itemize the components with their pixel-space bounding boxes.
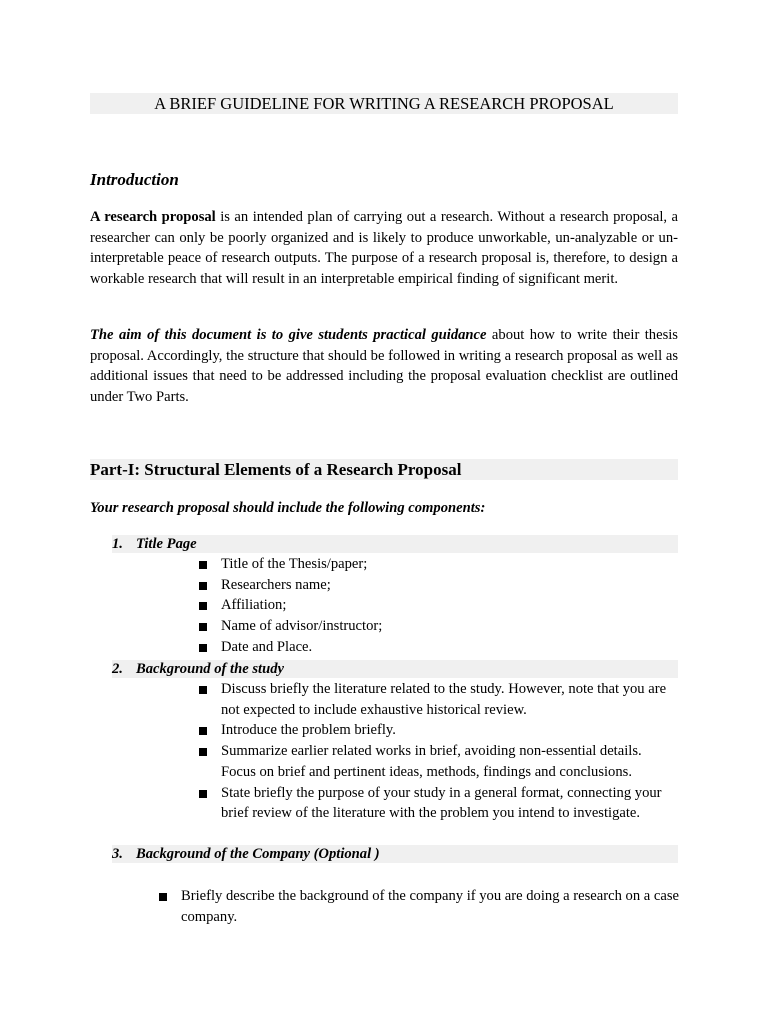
square-bullet-icon — [199, 602, 207, 610]
section-title: Background of the study — [136, 661, 284, 677]
list-item: Introduce the problem briefly. — [199, 720, 679, 741]
list-item: Discuss briefly the literature related to the study. However, note that you are not expected to include exhaustive historical review. — [199, 679, 679, 720]
square-bullet-icon — [159, 893, 167, 901]
list-item: Affiliation; — [199, 595, 679, 616]
part-1-heading: Part-I: Structural Elements of a Research Proposal — [90, 459, 678, 480]
paragraph-2-text: about how to write their thesis proposal. Accordingly, the structure that should be followed in writing a research proposal as well as additional issues that need to be addressed including the proposal evaluation checklist are outlined under Two Parts. — [90, 327, 678, 405]
components-lead: Your research proposal should include the following components: — [90, 500, 486, 516]
list-item: Title of the Thesis/paper; — [199, 554, 679, 575]
square-bullet-icon — [199, 748, 207, 756]
section-number: 3. — [112, 846, 123, 862]
square-bullet-icon — [199, 623, 207, 631]
section-number: 2. — [112, 661, 123, 677]
document-title: A BRIEF GUIDELINE FOR WRITING A RESEARCH PROPOSAL — [90, 93, 678, 114]
list-item: State briefly the purpose of your study in a general format, connecting your brief review of the literature with the problem you intend to investigate. — [199, 783, 679, 824]
introduction-heading: Introduction — [90, 170, 179, 189]
section-title: Title Page — [136, 536, 197, 552]
square-bullet-icon — [199, 582, 207, 590]
square-bullet-icon — [199, 644, 207, 652]
list-item: Date and Place. — [199, 637, 679, 658]
square-bullet-icon — [199, 727, 207, 735]
section-title-page — [112, 535, 678, 553]
title-page-bullet-list — [199, 554, 679, 658]
introduction-paragraph-2 — [90, 325, 678, 407]
list-item: Name of advisor/instructor; — [199, 616, 679, 637]
square-bullet-icon — [199, 790, 207, 798]
paragraph-1-text: is an intended plan of carrying out a research. Without a research proposal, a researcher can only be poorly organized and is likely to produce unworkable, un-analyzable or un-interpretable peace of research outputs. The purpose of a research proposal is, therefore, to design a workable research that will result in an interpretable empirical finding of significant merit. — [90, 209, 678, 287]
introduction-paragraph-1 — [90, 207, 678, 289]
paragraph-2-bold-italic-lead: The aim of this document is to give students practical guidance — [90, 327, 487, 343]
list-item: Researchers name; — [199, 575, 679, 596]
square-bullet-icon — [199, 686, 207, 694]
background-bullet-list — [199, 679, 679, 824]
section-background-of-study — [112, 660, 678, 678]
section-background-of-company — [112, 845, 678, 863]
section-title: Background of the Company (Optional ) — [136, 846, 380, 862]
section-number: 1. — [112, 536, 123, 552]
list-item: Briefly describe the background of the company if you are doing a research on a case company. — [159, 886, 679, 927]
company-bullet-list — [159, 886, 679, 927]
list-item: Summarize earlier related works in brief, avoiding non-essential details. Focus on brief and pertinent ideas, methods, findings and conclusions. — [199, 741, 679, 782]
square-bullet-icon — [199, 561, 207, 569]
paragraph-1-bold-lead: A research proposal — [90, 209, 216, 225]
